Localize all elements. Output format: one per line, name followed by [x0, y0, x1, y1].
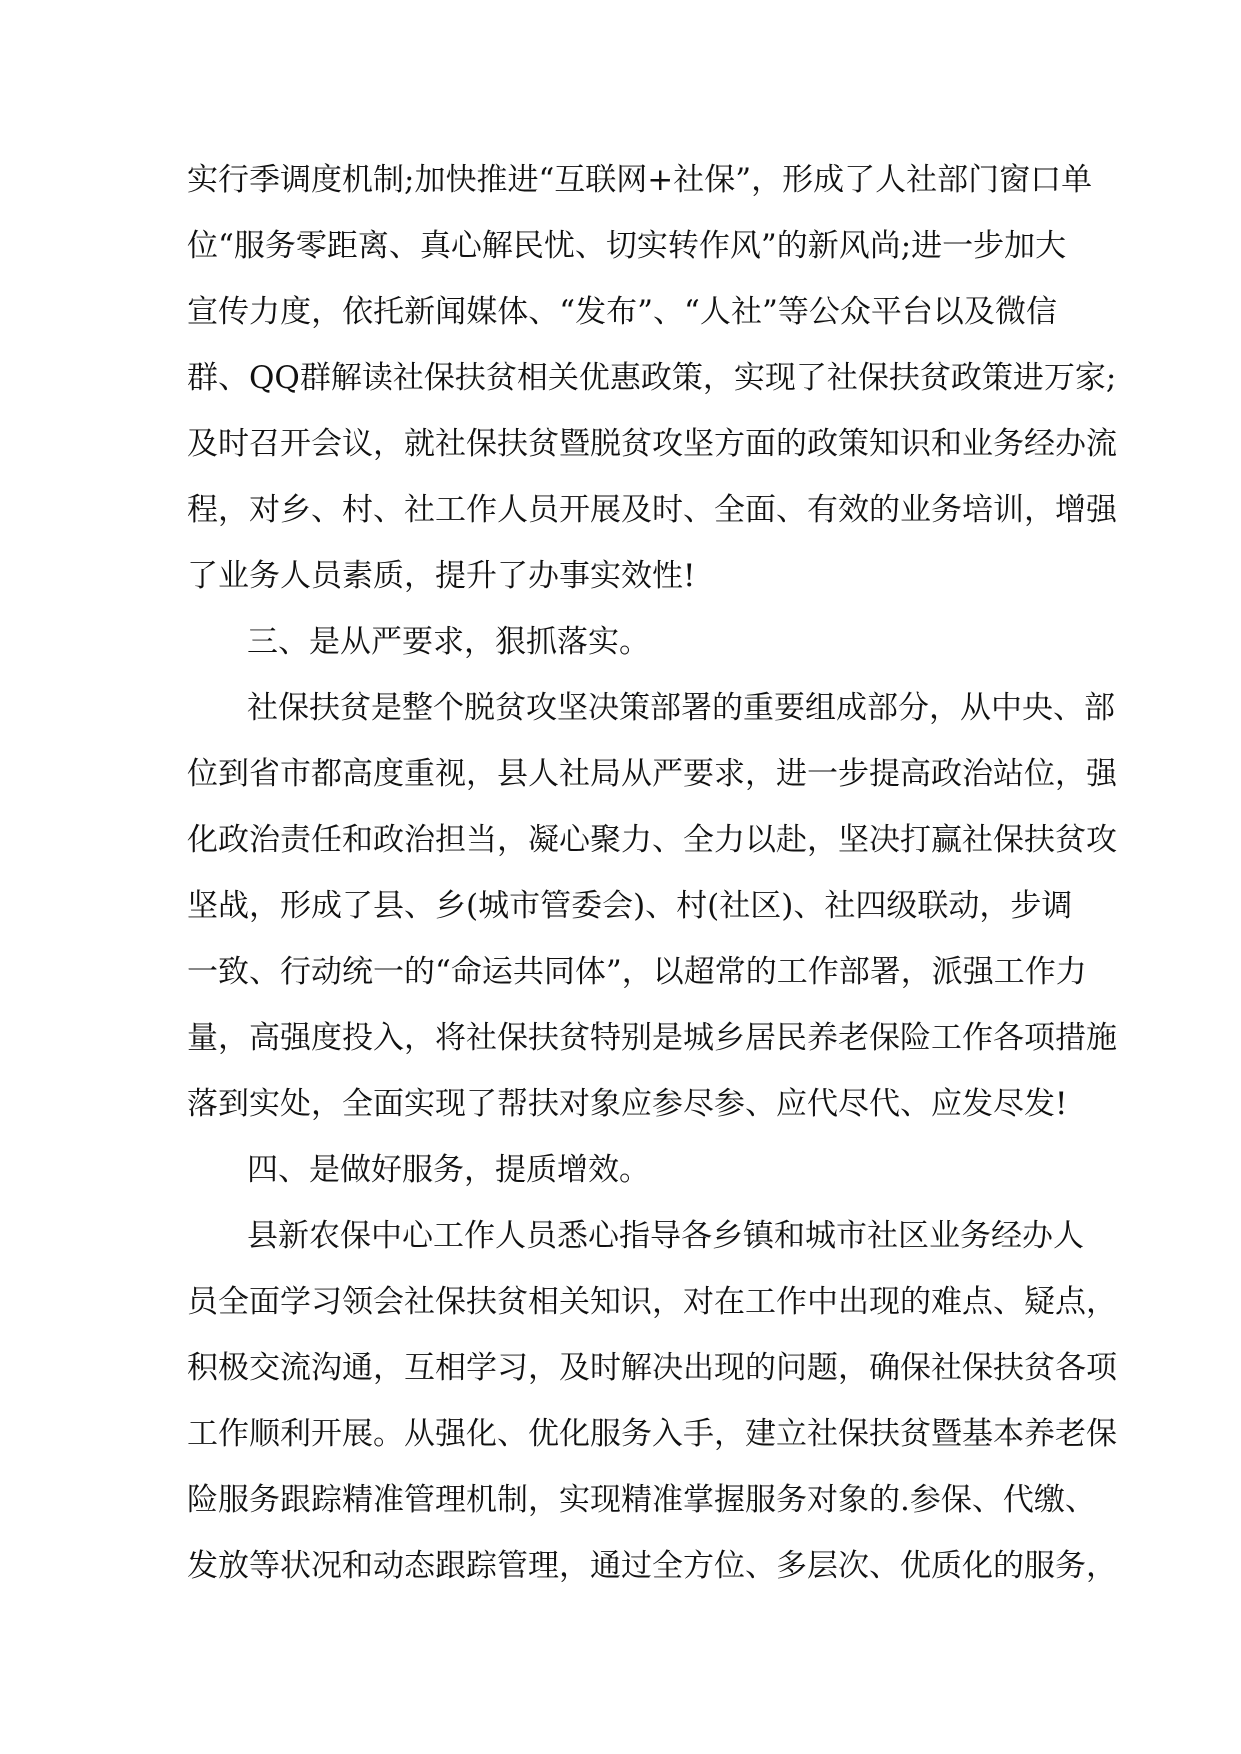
- body-line: 落到实处，全面实现了帮扶对象应参尽参、应代尽代、应发尽发!: [187, 1086, 1068, 1122]
- body-line: 实行季调度机制;加快推进“互联网+社保”，形成了人社部门窗口单: [187, 162, 1093, 198]
- body-line: 化政治责任和政治担当，凝心聚力、全力以赴，坚决打赢社保扶贫攻: [187, 822, 1117, 858]
- body-line: 了业务人员素质，提升了办事实效性!: [187, 558, 696, 594]
- body-line: 县新农保中心工作人员悉心指导各乡镇和城市社区业务经办人: [247, 1218, 1084, 1254]
- body-line: 及时召开会议，就社保扶贫暨脱贫攻坚方面的政策知识和业务经办流: [187, 426, 1117, 462]
- body-line: 发放等状况和动态跟踪管理，通过全方位、多层次、优质化的服务，: [187, 1548, 1117, 1584]
- body-line: 员全面学习领会社保扶贫相关知识，对在工作中出现的难点、疑点，: [187, 1284, 1117, 1320]
- body-line: 位“服务零距离、真心解民忧、切实转作风”的新风尚;进一步加大: [187, 228, 1067, 264]
- body-line: 群、QQ群解读社保扶贫相关优惠政策，实现了社保扶贫政策进万家;: [187, 360, 1117, 396]
- body-line: 程，对乡、村、社工作人员开展及时、全面、有效的业务培训，增强: [187, 492, 1117, 528]
- body-line: 量，高强度投入，将社保扶贫特别是城乡居民养老保险工作各项措施: [187, 1020, 1117, 1056]
- body-line: 险服务跟踪精准管理机制，实现精准掌握服务对象的.参保、代缴、: [187, 1482, 1096, 1518]
- section-heading: 四、是做好服务，提质增效。: [247, 1152, 650, 1188]
- body-line: 坚战，形成了县、乡(城市管委会)、村(社区)、社四级联动，步调: [187, 888, 1073, 924]
- body-line: 位到省市都高度重视，县人社局从严要求，进一步提高政治站位，强: [187, 756, 1117, 792]
- body-line: 一致、行动统一的“命运共同体”，以超常的工作部署，派强工作力: [187, 954, 1087, 990]
- body-line: 社保扶贫是整个脱贫攻坚决策部署的重要组成部分，从中央、部: [247, 690, 1115, 726]
- body-line: 积极交流沟通，互相学习，及时解决出现的问题，确保社保扶贫各项: [187, 1350, 1117, 1386]
- body-line: 宣传力度，依托新闻媒体、“发布”、“人社”等公众平台以及微信: [187, 294, 1057, 330]
- body-line: 工作顺利开展。从强化、优化服务入手，建立社保扶贫暨基本养老保: [187, 1416, 1117, 1452]
- section-heading: 三、是从严要求，狠抓落实。: [247, 624, 650, 660]
